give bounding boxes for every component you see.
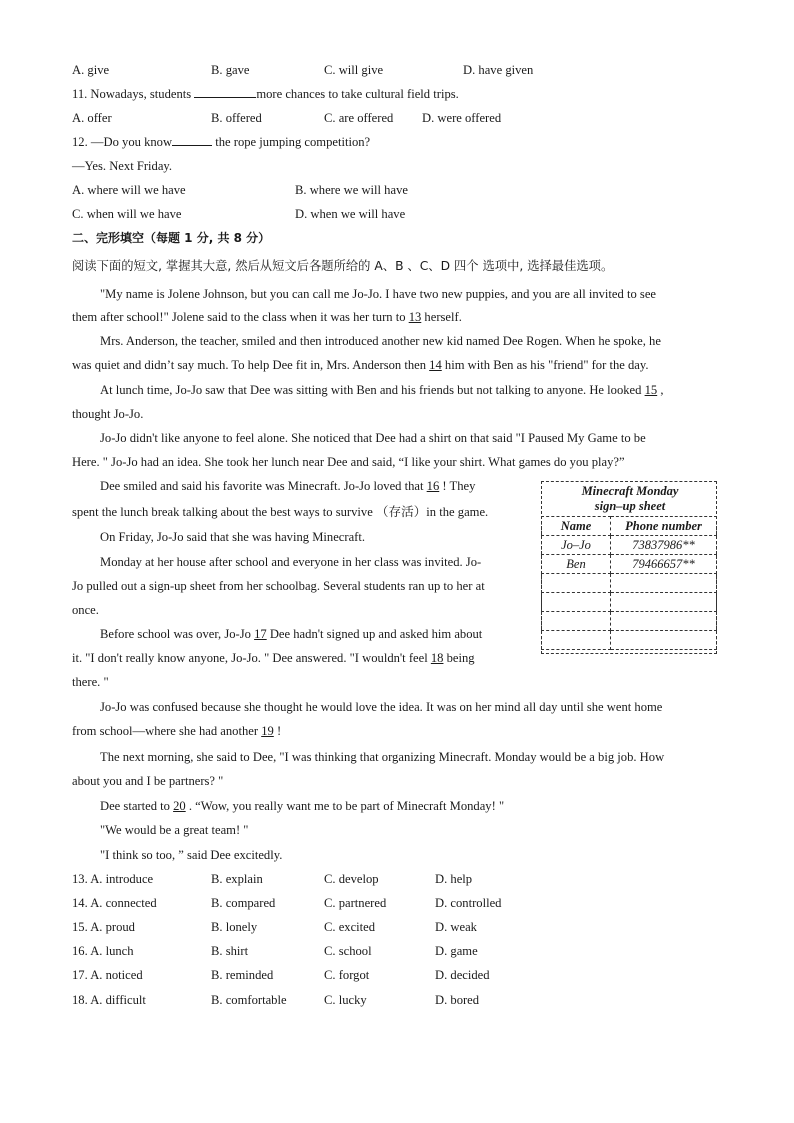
- q12-option-b: B. where we will have: [295, 183, 408, 197]
- answer-option: B. comfortable: [211, 993, 287, 1007]
- answer-option: 16. A. lunch: [72, 944, 134, 958]
- signup-phone: [611, 593, 717, 612]
- q12-option-c: C. when will we have: [72, 207, 182, 221]
- passage-line: The next morning, she said to Dee, "I was thinking that organizing Minecraft. Monday would be a big job. How: [100, 750, 665, 764]
- signup-row: [542, 631, 717, 650]
- passage-line: "We would be a great team! ": [100, 823, 249, 837]
- q11-option-c: C. are offered: [324, 111, 394, 125]
- signup-name: [542, 574, 611, 593]
- signup-phone: 79466657**: [611, 555, 717, 574]
- passage-line: [72, 722, 281, 740]
- q11-stem: [72, 85, 459, 103]
- signup-header-row: [542, 517, 717, 536]
- signup-sheet-subtitle: sign–up sheet: [594, 499, 666, 513]
- blank-16: 16: [426, 479, 440, 493]
- passage-text: At lunch time, Jo-Jo saw that Dee was sitting with Ben and his friends but not talking to anyone. He looked: [100, 383, 645, 397]
- q11-option-d: D. were offered: [422, 111, 502, 125]
- signup-sheet: [541, 481, 717, 654]
- passage-text: !: [273, 724, 282, 738]
- q11-blank: [194, 85, 256, 98]
- passage-text: . “Wow, you really want me to be part of Minecraft Monday! ": [185, 799, 505, 813]
- passage-text: him with Ben as his "friend" for the day.: [441, 358, 649, 372]
- passage-text: was quiet and didn’t say much. To help Dee fit in, Mrs. Anderson then: [72, 358, 430, 372]
- signup-name: [542, 612, 611, 631]
- answer-option: 14. A. connected: [72, 896, 157, 910]
- signup-row: [542, 574, 717, 593]
- answer-option: D. help: [435, 872, 473, 886]
- signup-row: [542, 612, 717, 631]
- passage-text: Dee smiled and said his favorite was Minecraft. Jo-Jo loved that: [100, 479, 427, 493]
- q10-option-c: C. will give: [324, 63, 384, 77]
- passage-text: from school—where she had another: [72, 724, 262, 738]
- q10-option-a: A. give: [72, 63, 110, 77]
- signup-row: [542, 555, 717, 574]
- passage-line: [72, 649, 475, 667]
- passage-line: [100, 797, 504, 815]
- passage-text: ! They: [439, 479, 476, 493]
- answer-option: B. explain: [211, 872, 263, 886]
- answer-option: D. controlled: [435, 896, 502, 910]
- passage-text: herself.: [421, 310, 462, 324]
- answer-option: D. game: [435, 944, 478, 958]
- answer-option: C. lucky: [324, 993, 367, 1007]
- signup-phone: [611, 612, 717, 631]
- passage-text: ,: [657, 383, 664, 397]
- passage-line: On Friday, Jo-Jo said that she was having Minecraft.: [100, 530, 365, 544]
- answer-option: D. decided: [435, 968, 490, 982]
- blank-13: 13: [408, 310, 422, 324]
- passage-line: about you and I be partners? ": [72, 774, 224, 788]
- answer-option: D. bored: [435, 993, 480, 1007]
- q12-reply: —Yes. Next Friday.: [72, 159, 173, 173]
- q10-option-d: D. have given: [463, 63, 534, 77]
- section-instruction: 阅读下面的短文, 掌握其大意, 然后从短文后各题所给的 A、B 、C、D 四个 选项中, 选择最佳选项。: [72, 259, 614, 273]
- answer-option: B. compared: [211, 896, 276, 910]
- signup-header-phone: Phone number: [611, 517, 717, 536]
- passage-line: [72, 308, 462, 326]
- passage-line: there. ": [72, 675, 109, 689]
- passage-text: it. "I don't really know anyone, Jo-Jo. " Dee answered. "I wouldn't feel: [72, 651, 431, 665]
- signup-header-name: Name: [542, 517, 611, 536]
- passage-line: Here. " Jo-Jo had an idea. She took her lunch near Dee and said, “I like your shirt. What games do you play?”: [72, 455, 625, 469]
- answer-option: B. shirt: [211, 944, 249, 958]
- passage-line: [100, 381, 663, 399]
- passage-line: [72, 356, 649, 374]
- signup-phone: [611, 574, 717, 593]
- passage-line: Monday at her house after school and everyone in her class was invited. Jo-: [100, 555, 482, 569]
- answer-option: C. school: [324, 944, 372, 958]
- q12-stem-pre: 12. —Do you know: [72, 135, 173, 149]
- answer-option: 15. A. proud: [72, 920, 135, 934]
- answer-option: C. excited: [324, 920, 376, 934]
- signup-table: [541, 516, 717, 650]
- passage-text: Dee started to: [100, 799, 174, 813]
- q11-stem-pre: 11. Nowadays, students: [72, 87, 195, 101]
- passage-line: [100, 625, 482, 643]
- section-heading: 二、完形填空（每题 1 分, 共 8 分）: [72, 231, 271, 245]
- passage-line: "I think so too, ” said Dee excitedly.: [100, 848, 283, 862]
- answer-option: B. lonely: [211, 920, 258, 934]
- q12-stem: [72, 133, 370, 151]
- blank-18: 18: [430, 651, 444, 665]
- passage-line: thought Jo-Jo.: [72, 407, 144, 421]
- passage-line: Jo-Jo didn't like anyone to feel alone. She noticed that Dee had a shirt on that said "I Paused My Game to be: [100, 431, 646, 445]
- signup-name: Jo–Jo: [542, 536, 611, 555]
- q11-option-a: A. offer: [72, 111, 112, 125]
- answer-option: B. reminded: [211, 968, 274, 982]
- blank-14: 14: [429, 358, 442, 372]
- q12-blank: [172, 133, 212, 146]
- answer-option: 13. A. introduce: [72, 872, 154, 886]
- q11-stem-post: more chances to take cultural field trips.: [256, 87, 459, 101]
- passage-text: Before school was over, Jo-Jo: [100, 627, 255, 641]
- signup-name: Ben: [542, 555, 611, 574]
- q12-stem-post: the rope jumping competition?: [212, 135, 371, 149]
- passage-text: Dee hadn't signed up and asked him about: [266, 627, 483, 641]
- q11-option-b: B. offered: [211, 111, 262, 125]
- q10-option-b: B. gave: [211, 63, 250, 77]
- passage-line: [100, 477, 475, 495]
- signup-name: [542, 631, 611, 650]
- answer-option: 17. A. noticed: [72, 968, 143, 982]
- answer-option: C. develop: [324, 872, 379, 886]
- passage-text: being: [443, 651, 475, 665]
- signup-row: [542, 536, 717, 555]
- signup-phone: [611, 631, 717, 650]
- answer-option: D. weak: [435, 920, 477, 934]
- passage-line: spent the lunch break talking about the best ways to survive （存活）in the game.: [72, 505, 489, 519]
- passage-line: once.: [72, 603, 99, 617]
- signup-sheet-title: Minecraft Monday: [581, 484, 679, 498]
- answer-option: 18. A. difficult: [72, 993, 146, 1007]
- signup-phone: 73837986**: [611, 536, 717, 555]
- answer-option: C. partnered: [324, 896, 387, 910]
- answer-option: C. forgot: [324, 968, 370, 982]
- blank-19: 19: [261, 724, 274, 738]
- signup-name: [542, 593, 611, 612]
- q12-option-d: D. when we will have: [295, 207, 406, 221]
- passage-line: Mrs. Anderson, the teacher, smiled and then introduced another new kid named Dee Rogen. When he spoke, he: [100, 334, 661, 348]
- passage-text: them after school!" Jolene said to the class when it was her turn to: [72, 310, 409, 324]
- signup-row: [542, 593, 717, 612]
- blank-20: 20: [173, 799, 186, 813]
- passage-line: Jo pulled out a sign-up sheet from her schoolbag. Several students ran up to her at: [72, 579, 485, 593]
- passage-line: Jo-Jo was confused because she thought he would love the idea. It was on her mind all day until she went home: [100, 700, 663, 714]
- q12-option-a: A. where will we have: [72, 183, 186, 197]
- blank-15: 15: [644, 383, 658, 397]
- blank-17: 17: [254, 627, 267, 641]
- passage-line: "My name is Jolene Johnson, but you can call me Jo-Jo. I have two new puppies, and you are all invited to see: [100, 287, 656, 301]
